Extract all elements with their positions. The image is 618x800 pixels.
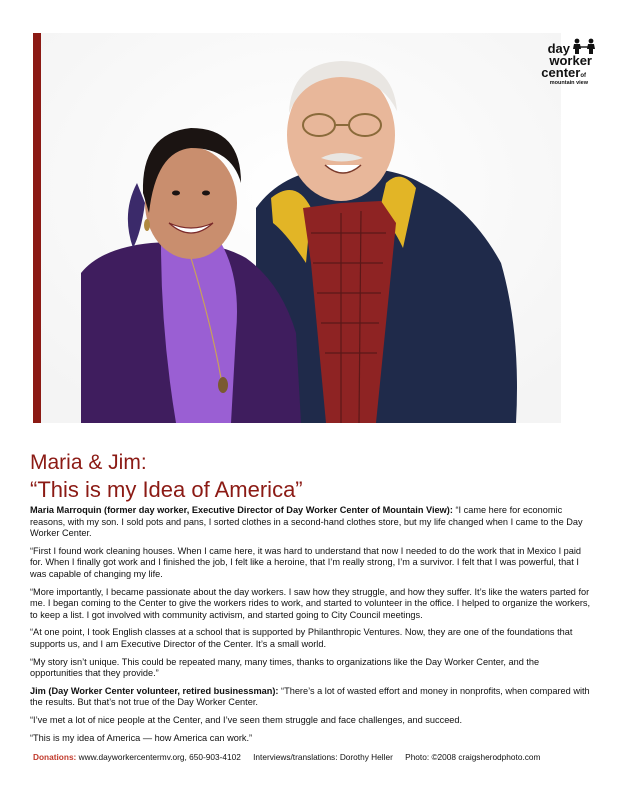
speaker-maria: Maria Marroquin (former day worker, Executive Director of Day Worker Center of Mountain View): bbox=[30, 505, 453, 515]
paragraph-8: “This is my idea of America — how America can work.” bbox=[30, 732, 253, 743]
photo-credit: Photo: ©2008 craigsherodphoto.com bbox=[405, 752, 541, 762]
portrait-illustration bbox=[41, 33, 561, 423]
paragraph-3: “More importantly, I became passionate about the day workers. I saw how they struggle, and how they suffer. It’s like the waters parted for me. I began coming to the Center to give the workers rides to work, and started to volunteer in the office. I helped to organize the workers, to keep a list. I got involved with community activism, and started going to City Council meetings. bbox=[30, 586, 591, 620]
logo-line-mountain-view: mountain view bbox=[549, 80, 588, 86]
paragraph-4: “At one point, I took English classes at a school that is supported by Philanthropic Ventures. Now, they are one of the foundations that supports us, and I am Executive Director of the Center. It’s a small world. bbox=[30, 627, 573, 649]
page-footer bbox=[33, 752, 593, 762]
interviews-credit: Interviews/translations: Dorothy Heller bbox=[253, 752, 393, 762]
donations-label: Donations: bbox=[33, 752, 77, 762]
logo-line-worker: worker bbox=[549, 53, 592, 68]
paragraph-2: “First I found work cleaning houses. When I came here, it was hard to understand that now I needed to do the work that in Mexico I paid for. When I finally got work and I finished the job, I felt like a heroine, that I’m really strong, I’m a survivor. I felt that I was powerful, that I was capable of changing my life. bbox=[30, 545, 582, 579]
paragraph-1: Maria Marroquin (former day worker, Executive Director of Day Worker Center of Mountain View): “I came here for economic reasons, with my son. I sold pots and pans, I sorted clothes in a second-hand clothes store, but my life changed when I came to the Day Worker Center. bbox=[30, 505, 583, 539]
speaker-jim: Jim (Day Worker Center volunteer, retired businessman): bbox=[30, 685, 279, 696]
donations-info: www.dayworkercentermv.org, 650-903-4102 bbox=[76, 752, 241, 762]
article-body bbox=[30, 505, 592, 750]
day-worker-center-logo bbox=[518, 38, 606, 90]
portrait-photo bbox=[41, 33, 561, 423]
accent-bar bbox=[33, 33, 41, 423]
paragraph-7: “I’ve met a lot of nice people at the Center, and I’ve seen them struggle and face challenges, and succeed. bbox=[30, 714, 463, 725]
two-people-holding-hands-icon bbox=[570, 38, 598, 54]
page-heading bbox=[30, 450, 590, 504]
logo-line-day: day bbox=[547, 41, 570, 56]
heading-quote: “This is my Idea of America” bbox=[30, 477, 303, 502]
paragraph-6: Jim (Day Worker Center volunteer, retired businessman): “There’s a lot of wasted effort and money in nonprofits, when compared with the results. But that’s not true of the Day Worker Center. bbox=[30, 685, 590, 708]
paragraph-5: “My story isn’t unique. This could be repeated many, many times, thanks to organizations like the Day Worker Center, and the opportunities that they provide.” bbox=[30, 656, 540, 679]
heading-names: Maria & Jim: bbox=[30, 451, 147, 474]
logo-line-center: centerof bbox=[541, 65, 586, 80]
